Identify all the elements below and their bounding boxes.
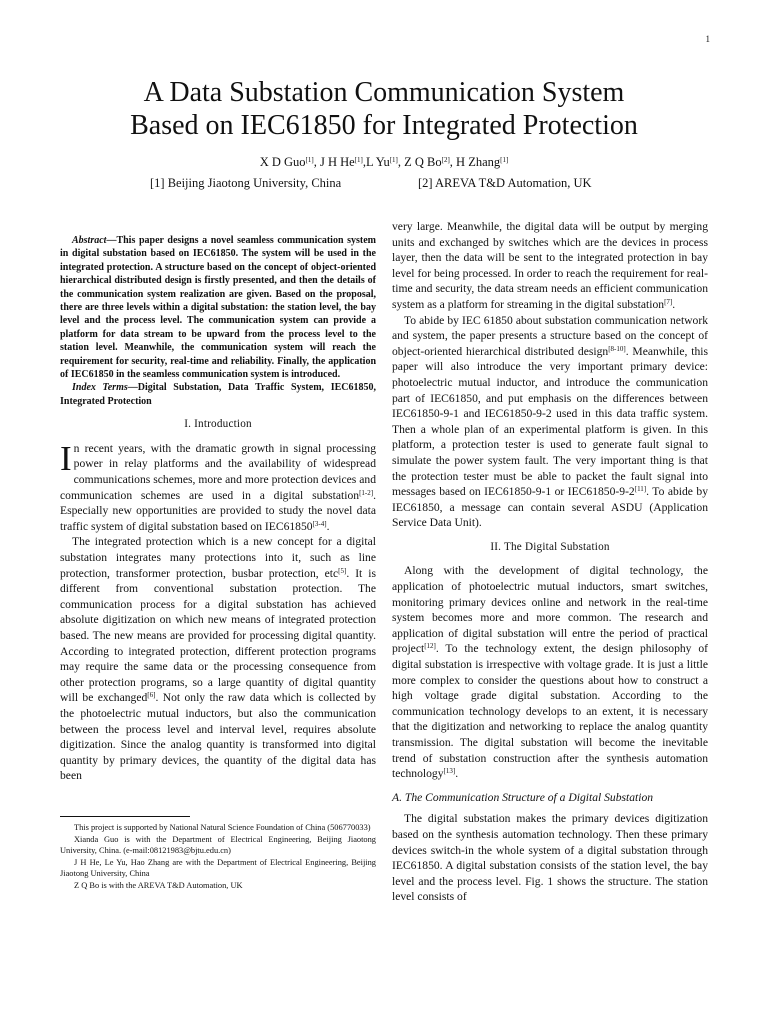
digital-paragraph-2: The digital substation makes the primary devices digitization based on the synthesis automation technology. Then these primary devices switch-in the whole system of a digital substation through IEC61850. A digital substation consists of the station level, the bay level and the process level. Fig. 1 shows the structure. The station level consists of — [392, 812, 708, 904]
author-affiliation: [1] — [354, 156, 363, 164]
author-name: L Yu — [365, 155, 390, 169]
citation-ref: [11] — [634, 485, 647, 494]
abstract-label: Abstract — [72, 235, 107, 246]
footnote-author-1: Xianda Guo is with the Department of Electrical Engineering, Beijing Jiaotong University, China. (e-mail:08121983@bjtu.edu.cn) — [60, 834, 376, 855]
section-heading-digital-substation: II. The Digital Substation — [490, 540, 610, 553]
abstract-text: —This paper designs a novel seamless communication system in digital substation based on IEC61850. The system will be used in the integrated protection. A structure based on the concept of object-oriented hierarchical distributed design is firstly presented, and then the details of the communication system realization are given. Based on the proposal, there are three levels within a digital substation: the station level, the bay level and the process level. The communication system can provide a platform for data stream to be upward from the process level to the station level. Meanwhile, the communication system will reach the requirement for security, real-time and reliability. Finally, the application of IEC61850 in the seamless communication system is introduced. — [60, 235, 376, 381]
intro-paragraph-2: The integrated protection which is a new concept for a digital substation integrates many protections into it, such as line protection, transformer protection, busbar protection, etc[5]. It is different from conventional substation protection. The communication process for a digital substation has achieved absolute digitization on which new means of integrated protection based. The new means are provided for processing digital quantity. According to integrated protection, different protection programs may require the same data or the processing consequence from other protection programs, so a large quantity of digital quantity will be exchanged[6]. Not only the raw data which is collected by the photoelectric mutual inductors, but also the communication between the process level and interval level, requires absolute digitization. Since the analog quantity is transformed into digital quantity by primary devices, the quantity of the digital data has been — [60, 535, 376, 783]
author-affiliation: [1] — [500, 156, 509, 164]
drop-cap: I — [60, 438, 72, 478]
title-line-1: A Data Substation Communication System — [143, 77, 625, 108]
footnote-funding: This project is supported by National Natural Science Foundation of China (506770033) — [74, 823, 371, 832]
author-name: X D Guo — [259, 155, 306, 169]
citation-ref: [5] — [338, 566, 347, 575]
footnote-divider — [60, 816, 190, 817]
citation-ref: [13] — [443, 767, 456, 776]
affiliation-1: [1] Beijing Jiaotong University, China — [150, 176, 342, 190]
author-name: H Zhang — [456, 155, 501, 169]
citation-ref: [7] — [664, 297, 673, 306]
author-affiliation: [1] — [305, 156, 314, 164]
citation-ref: [1-2] — [359, 488, 374, 497]
affiliation-2: [2] AREVA T&D Automation, UK — [418, 176, 592, 190]
page-number: 1 — [705, 34, 710, 44]
paper-title — [0, 76, 768, 142]
subsection-heading-communication-structure: A. The Communication Structure of a Digital Substation — [392, 790, 654, 804]
citation-ref: [12] — [424, 642, 436, 651]
right-paragraph-1: very large. Meanwhile, the digital data will be output by merging units and exchanged by switches which are the devices in process layer, then the data will be sent to the integrated protection in bay level for being processed. In order to reach the requirement for real-time and security, the data stream needs an efficient communication system as a platform for streaming in the digital substation[7]. — [392, 220, 708, 311]
abstract — [60, 234, 376, 381]
index-terms — [60, 381, 376, 408]
footnotes — [60, 822, 376, 891]
digital-paragraph-1: Along with the development of digital technology, the application of photoelectric mutual inductors, smart switches, monitoring primary devices online and network in the real-time system becomes more and more common. The research and application of digital substation will entre the period of practical project[12]. To the technology extent, the design philosophy of digital substation is irrespective with voltage grade. It is just a little more complex to consider the questions about how to construct a high voltage grade digital substation. According to the communication technology develops to an extent, it is necessary that the digitization and networking to replace the analog quantity transmission. The digital substation will become the inevitable trend of substation construction after the synthesis automation technology[13]. — [392, 564, 708, 781]
citation-ref: [6] — [147, 691, 156, 700]
footnote-author-3: Z Q Bo is with the AREVA T&D Automation, UK — [74, 880, 243, 890]
citation-ref: [3-4] — [312, 519, 327, 528]
right-column — [392, 219, 708, 905]
author-affiliation: [1] — [389, 156, 398, 164]
citation-ref: [8-10] — [608, 344, 626, 353]
left-column — [60, 234, 376, 784]
author-name: J H He — [319, 155, 355, 169]
author-name: Z Q Bo — [404, 155, 442, 169]
footnote-author-2: J H He, Le Yu, Hao Zhang are with the Department of Electrical Engineering, Beijing Jiaotong University, China — [60, 857, 376, 878]
intro-paragraph-1: In recent years, with the dramatic growth in signal processing power in relay platforms and the availability of widespread communications schemes, more and more protection devices and communication schemes are used in a digital substation[1-2]. Especially new opportunities are provided to study the novel data traffic system of digital substation based on IEC61850[3-4]. — [60, 438, 376, 533]
index-terms-label: Index Terms — [72, 382, 128, 394]
section-heading-introduction: I. Introduction — [184, 418, 252, 431]
right-paragraph-2: To abide by IEC 61850 about substation communication network and system, the paper presents a structure based on the concept of object-oriented hierarchical distributed design[8-10]. Meanwhile, this paper will also introduce the very important primary device: photoelectric mutual inductor, and introduce the communication part of IEC61850, and put emphasis on the differences between IEC61850-9-1 and IEC61850-9-2 used in this data traffic system. Then a whole plan of an experimental platform is given. In this platform, a protection tester is used to generate fault signal to simulate the power system fault. The very important thing is that the protection tester must be able to packet the fault signal into messages based on IEC61850-9-1 or IEC61850-9-2[11]. To abide by IEC61850, a message can contain several ASDU (Application Service Data Unit). — [392, 313, 709, 530]
index-terms-text: —Digital Substation, Data Traffic System, IEC61850, Integrated Protection — [60, 382, 376, 407]
title-line-2: Based on IEC61850 for Integrated Protection — [130, 110, 638, 141]
author-affiliation: [2] — [441, 156, 450, 164]
author-list: X D Guo[1], J H He[1],L Yu[1], Z Q Bo[2], H Zhang[1] — [259, 155, 509, 169]
